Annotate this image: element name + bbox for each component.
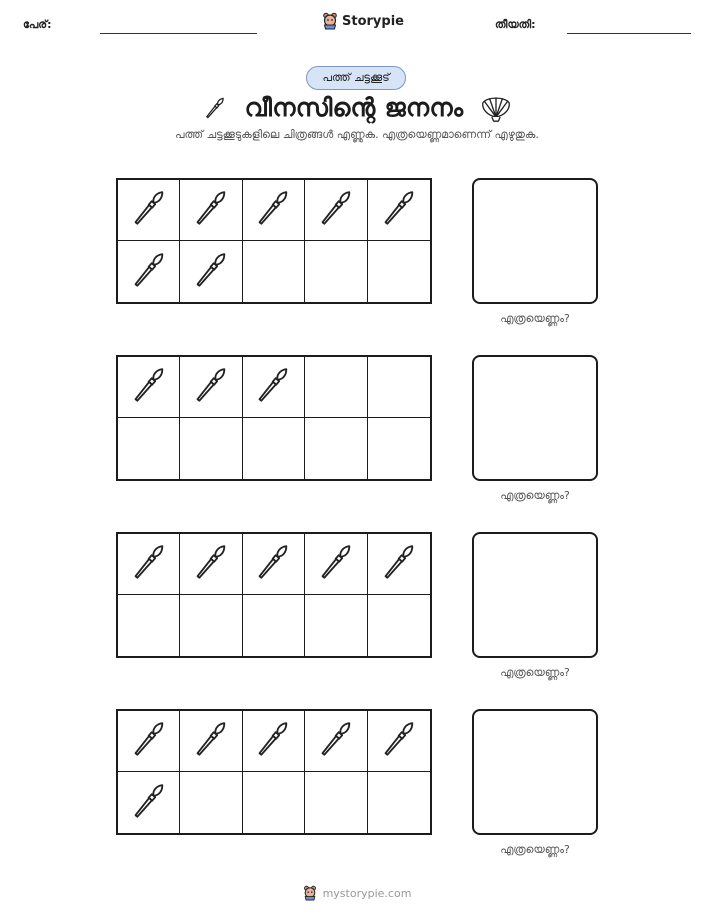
- ten-frame-cell: [118, 711, 180, 772]
- paintbrush-icon: [188, 185, 234, 235]
- ten-frame-cell: [118, 534, 180, 595]
- how-many-label-2: എത്രയെണ്ണം?: [500, 489, 570, 502]
- ten-frame-cell: [305, 711, 367, 772]
- how-many-label-3: എത്രയെണ്ണം?: [500, 666, 570, 679]
- ten-frame-cell: [180, 534, 242, 595]
- paintbrush-icon: [376, 716, 422, 766]
- ten-frame-cell: [118, 595, 180, 656]
- worksheet-title: വീനസിന്റെ ജനനം: [244, 93, 464, 122]
- ten-frame-cell: [180, 772, 242, 833]
- paintbrush-icon: [313, 539, 359, 589]
- ten-frame-2: [116, 355, 432, 481]
- ten-frame-cell: [118, 418, 180, 479]
- ten-frame-cell: [180, 418, 242, 479]
- storypie-logo: [322, 12, 338, 30]
- ten-frame-cell: [305, 180, 367, 241]
- ten-frame-cell: [243, 595, 305, 656]
- worksheet-type-badge: പത്ത് ചട്ടക്കൂട്: [306, 66, 406, 90]
- paintbrush-icon: [250, 716, 296, 766]
- ten-frame-cell: [368, 357, 430, 418]
- paintbrush-icon: [201, 93, 229, 123]
- footer-url: mystorypie.com: [322, 886, 412, 900]
- ten-frame-cell: [118, 357, 180, 418]
- ten-frame-cell: [305, 772, 367, 833]
- paintbrush-icon: [250, 362, 296, 412]
- paintbrush-icon: [126, 247, 172, 297]
- paintbrush-icon: [250, 539, 296, 589]
- ten-frame-cell: [243, 711, 305, 772]
- ten-frame-cell: [118, 180, 180, 241]
- answer-box-3[interactable]: [472, 532, 598, 658]
- ten-frame-cell: [180, 595, 242, 656]
- ten-frame-cell: [368, 595, 430, 656]
- paintbrush-icon: [313, 185, 359, 235]
- ten-frame-cell: [118, 772, 180, 833]
- ten-frame-cell: [180, 180, 242, 241]
- title-row: [0, 89, 714, 127]
- answer-box-1[interactable]: [472, 178, 598, 304]
- ten-frame-cell: [305, 534, 367, 595]
- ten-frame-cell: [180, 711, 242, 772]
- date-label: തീയതി:: [495, 18, 536, 31]
- ten-frame-cell: [243, 534, 305, 595]
- ten-frame-3: [116, 532, 432, 658]
- paintbrush-icon: [313, 716, 359, 766]
- name-line[interactable]: [100, 33, 257, 34]
- answer-box-4[interactable]: [472, 709, 598, 835]
- paintbrush-icon: [250, 185, 296, 235]
- paintbrush-icon: [188, 247, 234, 297]
- ten-frame-cell: [368, 534, 430, 595]
- ten-frame-cell: [305, 595, 367, 656]
- name-label: പേര്:: [23, 18, 52, 31]
- ten-frame-cell: [118, 241, 180, 302]
- footer: [0, 885, 714, 901]
- answer-box-2[interactable]: [472, 355, 598, 481]
- ten-frame-cell: [243, 418, 305, 479]
- ten-frame-1: [116, 178, 432, 304]
- paintbrush-icon: [126, 716, 172, 766]
- ten-frame-cell: [243, 357, 305, 418]
- instructions: പത്ത് ചട്ടക്കൂടുകളിലെ ചിത്രങ്ങൾ എണ്ണുക. എത്രയെണ്ണമാണെന്ന് എഴുതുക.: [175, 128, 539, 141]
- seashell-icon: [479, 94, 513, 122]
- paintbrush-icon: [188, 362, 234, 412]
- paintbrush-icon: [126, 185, 172, 235]
- paintbrush-icon: [126, 539, 172, 589]
- how-many-label-1: എത്രയെണ്ണം?: [500, 312, 570, 325]
- ten-frame-4: [116, 709, 432, 835]
- ten-frame-cell: [368, 241, 430, 302]
- paintbrush-icon: [376, 185, 422, 235]
- ten-frame-cell: [368, 772, 430, 833]
- how-many-label-4: എത്രയെണ്ണം?: [500, 843, 570, 856]
- date-line[interactable]: [567, 33, 691, 34]
- ten-frame-cell: [243, 180, 305, 241]
- ten-frame-cell: [305, 357, 367, 418]
- ten-frame-cell: [180, 357, 242, 418]
- storypie-logo: [303, 885, 317, 901]
- brand: [322, 12, 404, 30]
- ten-frame-cell: [243, 772, 305, 833]
- ten-frame-cell: [305, 418, 367, 479]
- paintbrush-icon: [376, 539, 422, 589]
- paintbrush-icon: [188, 716, 234, 766]
- paintbrush-icon: [126, 362, 172, 412]
- ten-frame-cell: [180, 241, 242, 302]
- paintbrush-icon: [188, 539, 234, 589]
- paintbrush-icon: [126, 778, 172, 828]
- ten-frame-cell: [305, 241, 367, 302]
- ten-frame-cell: [368, 418, 430, 479]
- brand-name: Storypie: [342, 13, 404, 29]
- ten-frame-cell: [368, 180, 430, 241]
- ten-frame-cell: [243, 241, 305, 302]
- ten-frame-cell: [368, 711, 430, 772]
